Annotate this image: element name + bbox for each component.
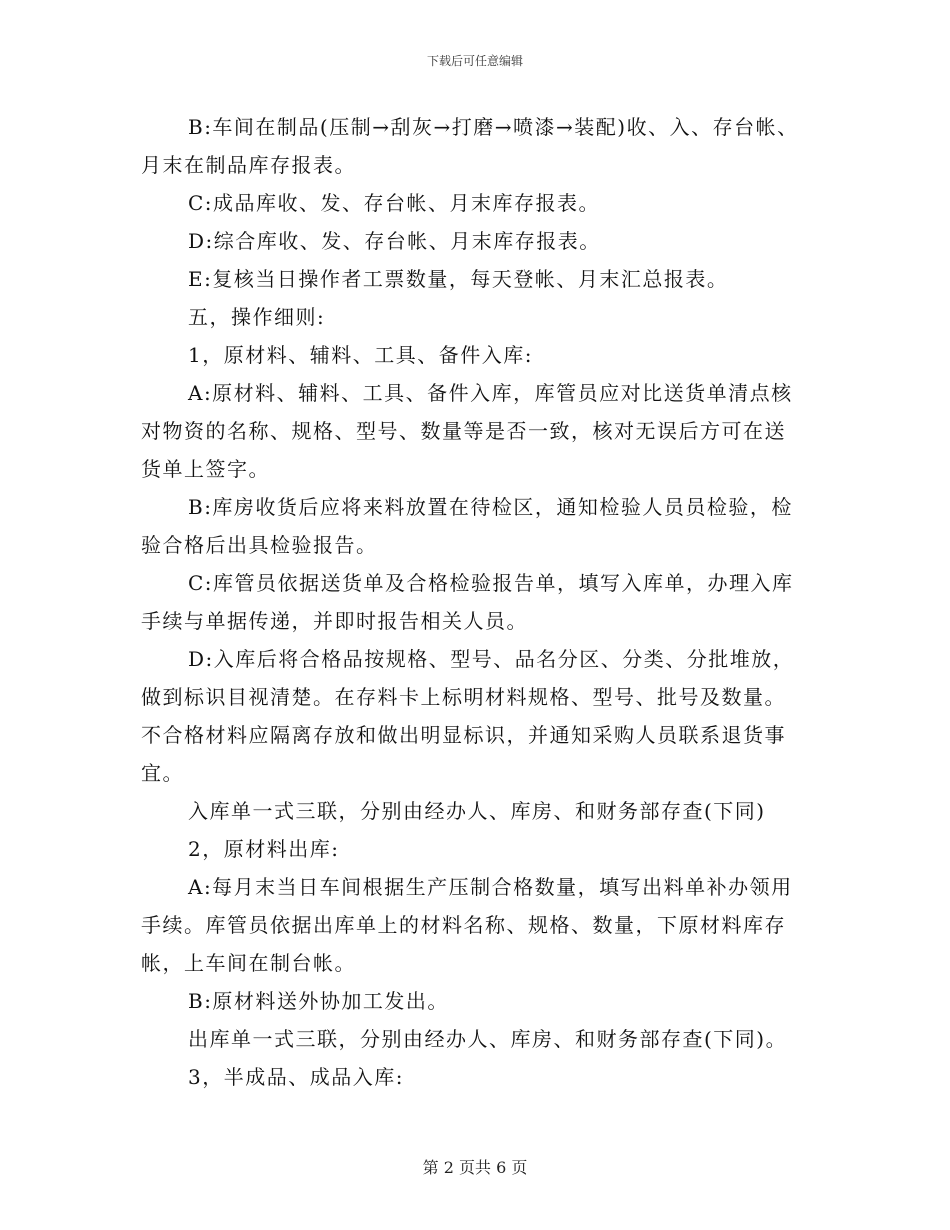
body-line: 不合格材料应隔离存放和做出明显标识，并通知采购人员联系退货事 (141, 723, 786, 747)
body-line: 宜。 (141, 761, 184, 785)
body-line: 货单上签字。 (141, 457, 270, 481)
body-line: D:综合库收、发、存台帐、月末库存报表。 (188, 229, 601, 253)
body-line: C:成品库收、发、存台帐、月末库存报表。 (188, 191, 601, 215)
body-line: B:原材料送外协加工发出。 (188, 989, 449, 1013)
body-line: C:库管员依据送货单及合格检验报告单，填写入库单，办理入库 (188, 571, 794, 595)
body-line: 对物资的名称、规格、型号、数量等是否一致，核对无误后方可在送 (141, 419, 786, 443)
page-header: 下载后可任意编辑 (426, 54, 523, 68)
body-line: 出库单一式三联，分别由经办人、库房、和财务部存查(下同)。 (188, 1027, 788, 1051)
subsection-heading: 2，原材料出库: (188, 837, 340, 861)
body-line: A:原材料、辅料、工具、备件入库，库管员应对比送货单清点核 (188, 381, 793, 405)
page-footer: 第 2 页共 6 页 (422, 1158, 528, 1177)
body-line: B:车间在制品(压制→刮灰→打磨→喷漆→装配)收、入、存台帐、 (188, 115, 799, 139)
body-line: E:复核当日操作者工票数量，每天登帐、月末汇总报表。 (188, 267, 729, 291)
body-line: A:每月末当日车间根据生产压制合格数量，填写出料单补办领用 (188, 875, 793, 899)
subsection-heading: 1，原材料、辅料、工具、备件入库: (188, 343, 533, 367)
body-line: 手续。库管员依据出库单上的材料名称、规格、数量，下原材料库存 (141, 913, 786, 937)
body-line: 帐，上车间在制台帐。 (141, 951, 356, 975)
body-line: 入库单一式三联，分别由经办人、库房、和财务部存查(下同) (188, 799, 766, 823)
document-body (141, 108, 811, 1096)
body-line: 手续与单据传递，并即时报告相关人员。 (141, 609, 528, 633)
body-line: B:库房收货后应将来料放置在待检区，通知检验人员员检验，检 (188, 495, 793, 519)
section-heading: 五，操作细则: (188, 305, 326, 329)
subsection-heading: 3，半成品、成品入库: (188, 1065, 404, 1089)
body-line: 月末在制品库存报表。 (141, 153, 356, 177)
body-line: 做到标识目视清楚。在存料卡上标明材料规格、型号、批号及数量。 (141, 685, 786, 709)
body-line: D:入库后将合格品按规格、型号、品名分区、分类、分批堆放， (188, 647, 795, 671)
body-line: 验合格后出具检验报告。 (141, 533, 378, 557)
